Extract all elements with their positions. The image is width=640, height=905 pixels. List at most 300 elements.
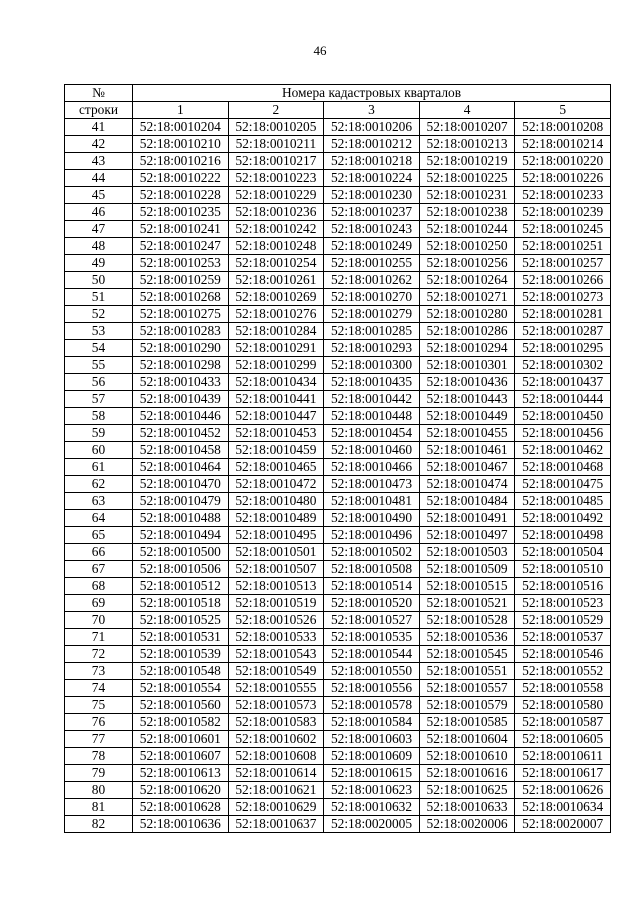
table-row — [65, 323, 611, 340]
cadastral-number-cell: 52:18:0010245 — [515, 221, 611, 238]
cadastral-number-cell: 52:18:0010231 — [419, 187, 515, 204]
cadastral-number-cell: 52:18:0010253 — [133, 255, 229, 272]
row-number: 53 — [65, 323, 133, 340]
row-number: 68 — [65, 578, 133, 595]
cadastral-number-cell: 52:18:0010537 — [515, 629, 611, 646]
cadastral-number-cell: 52:18:0010434 — [228, 374, 324, 391]
cadastral-number-cell: 52:18:0010607 — [133, 748, 229, 765]
cadastral-number-cell: 52:18:0010497 — [419, 527, 515, 544]
cadastral-number-cell: 52:18:0010498 — [515, 527, 611, 544]
header-no: № — [65, 85, 133, 102]
cadastral-number-cell: 52:18:0010578 — [324, 697, 420, 714]
column-number: 1 — [133, 102, 229, 119]
table-row — [65, 527, 611, 544]
cadastral-number-cell: 52:18:0010629 — [228, 799, 324, 816]
cadastral-number-cell: 52:18:0010620 — [133, 782, 229, 799]
row-number: 50 — [65, 272, 133, 289]
row-number: 69 — [65, 595, 133, 612]
cadastral-number-cell: 52:18:0010533 — [228, 629, 324, 646]
cadastral-number-cell: 52:18:0010266 — [515, 272, 611, 289]
row-number: 63 — [65, 493, 133, 510]
table-row — [65, 425, 611, 442]
cadastral-number-cell: 52:18:0010492 — [515, 510, 611, 527]
row-number: 79 — [65, 765, 133, 782]
page-number: 46 — [313, 43, 327, 58]
cadastral-number-cell: 52:18:0010233 — [515, 187, 611, 204]
cadastral-number-cell: 52:18:0010539 — [133, 646, 229, 663]
cadastral-number-cell: 52:18:0010301 — [419, 357, 515, 374]
row-number: 55 — [65, 357, 133, 374]
cadastral-number-cell: 52:18:0010213 — [419, 136, 515, 153]
cadastral-number-cell: 52:18:0010489 — [228, 510, 324, 527]
cadastral-number-cell: 52:18:0010523 — [515, 595, 611, 612]
cadastral-number-cell: 52:18:0010514 — [324, 578, 420, 595]
cadastral-number-cell: 52:18:0010529 — [515, 612, 611, 629]
table-row — [65, 340, 611, 357]
cadastral-number-cell: 52:18:0010241 — [133, 221, 229, 238]
cadastral-number-cell: 52:18:0010518 — [133, 595, 229, 612]
cadastral-number-cell: 52:18:0010259 — [133, 272, 229, 289]
cadastral-number-cell: 52:18:0010217 — [228, 153, 324, 170]
table-row — [65, 187, 611, 204]
row-number: 70 — [65, 612, 133, 629]
cadastral-number-cell: 52:18:0010467 — [419, 459, 515, 476]
cadastral-number-cell: 52:18:0010243 — [324, 221, 420, 238]
table-row — [65, 680, 611, 697]
cadastral-number-cell: 52:18:0010531 — [133, 629, 229, 646]
cadastral-number-cell: 52:18:0010634 — [515, 799, 611, 816]
row-number: 45 — [65, 187, 133, 204]
cadastral-number-cell: 52:18:0010473 — [324, 476, 420, 493]
table-row — [65, 391, 611, 408]
cadastral-number-cell: 52:18:0010544 — [324, 646, 420, 663]
cadastral-number-cell: 52:18:0010275 — [133, 306, 229, 323]
cadastral-number-cell: 52:18:0010623 — [324, 782, 420, 799]
cadastral-number-cell: 52:18:0010500 — [133, 544, 229, 561]
cadastral-number-cell: 52:18:0010206 — [324, 119, 420, 136]
cadastral-number-cell: 52:18:0010617 — [515, 765, 611, 782]
cadastral-number-cell: 52:18:0010626 — [515, 782, 611, 799]
row-number: 82 — [65, 816, 133, 833]
cadastral-number-cell: 52:18:0010516 — [515, 578, 611, 595]
cadastral-number-cell: 52:18:0010459 — [228, 442, 324, 459]
cadastral-number-cell: 52:18:0010237 — [324, 204, 420, 221]
row-number: 75 — [65, 697, 133, 714]
table-row — [65, 493, 611, 510]
cadastral-number-cell: 52:18:0010609 — [324, 748, 420, 765]
cadastral-number-cell: 52:18:0010286 — [419, 323, 515, 340]
cadastral-number-cell: 52:18:0010285 — [324, 323, 420, 340]
cadastral-number-cell: 52:18:0010528 — [419, 612, 515, 629]
cadastral-number-cell: 52:18:0010247 — [133, 238, 229, 255]
table-row — [65, 459, 611, 476]
cadastral-number-cell: 52:18:0010287 — [515, 323, 611, 340]
table-row — [65, 663, 611, 680]
table-row — [65, 629, 611, 646]
table-row — [65, 748, 611, 765]
cadastral-number-cell: 52:18:0010636 — [133, 816, 229, 833]
cadastral-number-cell: 52:18:0010280 — [419, 306, 515, 323]
cadastral-number-cell: 52:18:0010507 — [228, 561, 324, 578]
row-number: 54 — [65, 340, 133, 357]
cadastral-number-cell: 52:18:0010228 — [133, 187, 229, 204]
table-row — [65, 153, 611, 170]
cadastral-number-cell: 52:18:0010250 — [419, 238, 515, 255]
cadastral-number-cell: 52:18:0010632 — [324, 799, 420, 816]
cadastral-number-cell: 52:18:0010219 — [419, 153, 515, 170]
cadastral-number-cell: 52:18:0010257 — [515, 255, 611, 272]
cadastral-number-cell: 52:18:0010509 — [419, 561, 515, 578]
cadastral-number-cell: 52:18:0010555 — [228, 680, 324, 697]
cadastral-number-cell: 52:18:0010222 — [133, 170, 229, 187]
cadastral-number-cell: 52:18:0010543 — [228, 646, 324, 663]
cadastral-number-cell: 52:18:0010464 — [133, 459, 229, 476]
cadastral-number-cell: 52:18:0010608 — [228, 748, 324, 765]
header-group: Номера кадастровых кварталов — [133, 85, 611, 102]
cadastral-number-cell: 52:18:0010223 — [228, 170, 324, 187]
cadastral-number-cell: 52:18:0010224 — [324, 170, 420, 187]
table-row — [65, 578, 611, 595]
cadastral-number-cell: 52:18:0020006 — [419, 816, 515, 833]
cadastral-number-cell: 52:18:0010273 — [515, 289, 611, 306]
cadastral-number-cell: 52:18:0010293 — [324, 340, 420, 357]
cadastral-number-cell: 52:18:0010480 — [228, 493, 324, 510]
cadastral-number-cell: 52:18:0010519 — [228, 595, 324, 612]
cadastral-number-cell: 52:18:0010615 — [324, 765, 420, 782]
cadastral-number-cell: 52:18:0010450 — [515, 408, 611, 425]
cadastral-number-cell: 52:18:0010214 — [515, 136, 611, 153]
row-number: 73 — [65, 663, 133, 680]
cadastral-number-cell: 52:18:0010470 — [133, 476, 229, 493]
cadastral-number-cell: 52:18:0010637 — [228, 816, 324, 833]
cadastral-number-cell: 52:18:0020007 — [515, 816, 611, 833]
cadastral-number-cell: 52:18:0010550 — [324, 663, 420, 680]
cadastral-number-cell: 52:18:0010495 — [228, 527, 324, 544]
cadastral-number-cell: 52:18:0010249 — [324, 238, 420, 255]
cadastral-number-cell: 52:18:0010468 — [515, 459, 611, 476]
cadastral-number-cell: 52:18:0010611 — [515, 748, 611, 765]
cadastral-number-cell: 52:18:0010582 — [133, 714, 229, 731]
cadastral-number-cell: 52:18:0010552 — [515, 663, 611, 680]
row-number: 42 — [65, 136, 133, 153]
cadastral-number-cell: 52:18:0010560 — [133, 697, 229, 714]
cadastral-number-cell: 52:18:0010291 — [228, 340, 324, 357]
cadastral-number-cell: 52:18:0010281 — [515, 306, 611, 323]
cadastral-number-cell: 52:18:0010454 — [324, 425, 420, 442]
cadastral-number-cell: 52:18:0010255 — [324, 255, 420, 272]
cadastral-number-cell: 52:18:0010580 — [515, 697, 611, 714]
cadastral-number-cell: 52:18:0010573 — [228, 697, 324, 714]
cadastral-number-cell: 52:18:0010585 — [419, 714, 515, 731]
cadastral-number-cell: 52:18:0010270 — [324, 289, 420, 306]
cadastral-number-cell: 52:18:0010442 — [324, 391, 420, 408]
table-row — [65, 238, 611, 255]
row-number: 72 — [65, 646, 133, 663]
cadastral-number-cell: 52:18:0010207 — [419, 119, 515, 136]
cadastral-number-cell: 52:18:0010439 — [133, 391, 229, 408]
cadastral-number-cell: 52:18:0010633 — [419, 799, 515, 816]
cadastral-number-cell: 52:18:0010290 — [133, 340, 229, 357]
column-number: 2 — [228, 102, 324, 119]
cadastral-number-cell: 52:18:0010443 — [419, 391, 515, 408]
cadastral-number-cell: 52:18:0010279 — [324, 306, 420, 323]
row-number: 77 — [65, 731, 133, 748]
cadastral-number-cell: 52:18:0010460 — [324, 442, 420, 459]
cadastral-number-cell: 52:18:0010446 — [133, 408, 229, 425]
cadastral-number-cell: 52:18:0010520 — [324, 595, 420, 612]
cadastral-number-cell: 52:18:0010512 — [133, 578, 229, 595]
cadastral-number-cell: 52:18:0010602 — [228, 731, 324, 748]
cadastral-number-cell: 52:18:0010587 — [515, 714, 611, 731]
header-row-label: строки — [65, 102, 133, 119]
cadastral-number-cell: 52:18:0010269 — [228, 289, 324, 306]
cadastral-number-cell: 52:18:0010496 — [324, 527, 420, 544]
row-number: 47 — [65, 221, 133, 238]
cadastral-number-cell: 52:18:0010605 — [515, 731, 611, 748]
cadastral-number-cell: 52:18:0010226 — [515, 170, 611, 187]
cadastral-number-cell: 52:18:0010603 — [324, 731, 420, 748]
table-row — [65, 289, 611, 306]
cadastral-number-cell: 52:18:0010494 — [133, 527, 229, 544]
row-number: 46 — [65, 204, 133, 221]
table-row — [65, 765, 611, 782]
cadastral-number-cell: 52:18:0010204 — [133, 119, 229, 136]
cadastral-number-cell: 52:18:0010549 — [228, 663, 324, 680]
row-number: 65 — [65, 527, 133, 544]
row-number: 74 — [65, 680, 133, 697]
table-row — [65, 816, 611, 833]
cadastral-number-cell: 52:18:0010436 — [419, 374, 515, 391]
row-number: 52 — [65, 306, 133, 323]
cadastral-number-cell: 52:18:0010295 — [515, 340, 611, 357]
row-number: 62 — [65, 476, 133, 493]
cadastral-number-cell: 52:18:0010455 — [419, 425, 515, 442]
cadastral-number-cell: 52:18:0010452 — [133, 425, 229, 442]
cadastral-number-cell: 52:18:0010444 — [515, 391, 611, 408]
row-number: 67 — [65, 561, 133, 578]
table-row — [65, 476, 611, 493]
cadastral-quarters-table — [64, 84, 611, 833]
cadastral-number-cell: 52:18:0010211 — [228, 136, 324, 153]
cadastral-number-cell: 52:18:0010466 — [324, 459, 420, 476]
table-row — [65, 782, 611, 799]
table-row — [65, 697, 611, 714]
table-row — [65, 119, 611, 136]
cadastral-number-cell: 52:18:0010521 — [419, 595, 515, 612]
cadastral-number-cell: 52:18:0010628 — [133, 799, 229, 816]
row-number: 64 — [65, 510, 133, 527]
cadastral-number-cell: 52:18:0010475 — [515, 476, 611, 493]
cadastral-number-cell: 52:18:0010621 — [228, 782, 324, 799]
cadastral-number-cell: 52:18:0010212 — [324, 136, 420, 153]
table-row — [65, 799, 611, 816]
row-number: 78 — [65, 748, 133, 765]
row-number: 49 — [65, 255, 133, 272]
cadastral-number-cell: 52:18:0010242 — [228, 221, 324, 238]
cadastral-number-cell: 52:18:0010456 — [515, 425, 611, 442]
cadastral-number-cell: 52:18:0010248 — [228, 238, 324, 255]
cadastral-number-cell: 52:18:0010474 — [419, 476, 515, 493]
cadastral-number-cell: 52:18:0010526 — [228, 612, 324, 629]
cadastral-number-cell: 52:18:0010490 — [324, 510, 420, 527]
cadastral-number-cell: 52:18:0020005 — [324, 816, 420, 833]
cadastral-number-cell: 52:18:0010300 — [324, 357, 420, 374]
cadastral-number-cell: 52:18:0010447 — [228, 408, 324, 425]
column-number: 5 — [515, 102, 611, 119]
table-row — [65, 595, 611, 612]
table-header — [65, 85, 611, 119]
cadastral-number-cell: 52:18:0010551 — [419, 663, 515, 680]
table-row — [65, 136, 611, 153]
cadastral-number-cell: 52:18:0010225 — [419, 170, 515, 187]
table-row — [65, 170, 611, 187]
cadastral-number-cell: 52:18:0010484 — [419, 493, 515, 510]
cadastral-number-cell: 52:18:0010472 — [228, 476, 324, 493]
cadastral-number-cell: 52:18:0010264 — [419, 272, 515, 289]
cadastral-number-cell: 52:18:0010515 — [419, 578, 515, 595]
cadastral-number-cell: 52:18:0010441 — [228, 391, 324, 408]
cadastral-number-cell: 52:18:0010485 — [515, 493, 611, 510]
row-number: 71 — [65, 629, 133, 646]
cadastral-number-cell: 52:18:0010449 — [419, 408, 515, 425]
table-body — [65, 119, 611, 833]
cadastral-number-cell: 52:18:0010504 — [515, 544, 611, 561]
cadastral-number-cell: 52:18:0010299 — [228, 357, 324, 374]
table-row — [65, 612, 611, 629]
cadastral-number-cell: 52:18:0010584 — [324, 714, 420, 731]
cadastral-number-cell: 52:18:0010220 — [515, 153, 611, 170]
table-row — [65, 204, 611, 221]
cadastral-number-cell: 52:18:0010535 — [324, 629, 420, 646]
cadastral-number-cell: 52:18:0010491 — [419, 510, 515, 527]
cadastral-number-cell: 52:18:0010616 — [419, 765, 515, 782]
cadastral-number-cell: 52:18:0010614 — [228, 765, 324, 782]
cadastral-number-cell: 52:18:0010448 — [324, 408, 420, 425]
cadastral-number-cell: 52:18:0010239 — [515, 204, 611, 221]
cadastral-number-cell: 52:18:0010283 — [133, 323, 229, 340]
row-number: 81 — [65, 799, 133, 816]
cadastral-number-cell: 52:18:0010262 — [324, 272, 420, 289]
cadastral-number-cell: 52:18:0010525 — [133, 612, 229, 629]
cadastral-number-cell: 52:18:0010506 — [133, 561, 229, 578]
cadastral-number-cell: 52:18:0010558 — [515, 680, 611, 697]
cadastral-number-cell: 52:18:0010284 — [228, 323, 324, 340]
cadastral-number-cell: 52:18:0010256 — [419, 255, 515, 272]
cadastral-number-cell: 52:18:0010502 — [324, 544, 420, 561]
cadastral-number-cell: 52:18:0010604 — [419, 731, 515, 748]
cadastral-number-cell: 52:18:0010453 — [228, 425, 324, 442]
cadastral-number-cell: 52:18:0010437 — [515, 374, 611, 391]
cadastral-number-cell: 52:18:0010554 — [133, 680, 229, 697]
cadastral-number-cell: 52:18:0010545 — [419, 646, 515, 663]
table-row — [65, 306, 611, 323]
row-number: 60 — [65, 442, 133, 459]
cadastral-number-cell: 52:18:0010508 — [324, 561, 420, 578]
table-row — [65, 544, 611, 561]
cadastral-number-cell: 52:18:0010433 — [133, 374, 229, 391]
cadastral-number-cell: 52:18:0010536 — [419, 629, 515, 646]
cadastral-number-cell: 52:18:0010503 — [419, 544, 515, 561]
table-row — [65, 510, 611, 527]
cadastral-number-cell: 52:18:0010235 — [133, 204, 229, 221]
cadastral-number-cell: 52:18:0010298 — [133, 357, 229, 374]
cadastral-number-cell: 52:18:0010513 — [228, 578, 324, 595]
cadastral-number-cell: 52:18:0010276 — [228, 306, 324, 323]
row-number: 61 — [65, 459, 133, 476]
cadastral-number-cell: 52:18:0010546 — [515, 646, 611, 663]
cadastral-number-cell: 52:18:0010210 — [133, 136, 229, 153]
cadastral-number-cell: 52:18:0010481 — [324, 493, 420, 510]
cadastral-number-cell: 52:18:0010488 — [133, 510, 229, 527]
table-row — [65, 646, 611, 663]
row-number: 57 — [65, 391, 133, 408]
cadastral-number-cell: 52:18:0010458 — [133, 442, 229, 459]
cadastral-number-cell: 52:18:0010261 — [228, 272, 324, 289]
cadastral-number-cell: 52:18:0010625 — [419, 782, 515, 799]
cadastral-number-cell: 52:18:0010583 — [228, 714, 324, 731]
table-row — [65, 561, 611, 578]
cadastral-number-cell: 52:18:0010216 — [133, 153, 229, 170]
row-number: 44 — [65, 170, 133, 187]
table-row — [65, 442, 611, 459]
column-number: 3 — [324, 102, 420, 119]
cadastral-number-cell: 52:18:0010244 — [419, 221, 515, 238]
table-row — [65, 731, 611, 748]
row-number: 48 — [65, 238, 133, 255]
cadastral-number-cell: 52:18:0010435 — [324, 374, 420, 391]
cadastral-number-cell: 52:18:0010461 — [419, 442, 515, 459]
cadastral-number-cell: 52:18:0010294 — [419, 340, 515, 357]
row-number: 59 — [65, 425, 133, 442]
cadastral-number-cell: 52:18:0010465 — [228, 459, 324, 476]
cadastral-number-cell: 52:18:0010236 — [228, 204, 324, 221]
cadastral-number-cell: 52:18:0010510 — [515, 561, 611, 578]
cadastral-number-cell: 52:18:0010556 — [324, 680, 420, 697]
row-number: 43 — [65, 153, 133, 170]
table-row — [65, 255, 611, 272]
row-number: 80 — [65, 782, 133, 799]
cadastral-number-cell: 52:18:0010238 — [419, 204, 515, 221]
cadastral-number-cell: 52:18:0010254 — [228, 255, 324, 272]
cadastral-number-cell: 52:18:0010462 — [515, 442, 611, 459]
cadastral-number-cell: 52:18:0010271 — [419, 289, 515, 306]
table-row — [65, 714, 611, 731]
row-number: 41 — [65, 119, 133, 136]
cadastral-number-cell: 52:18:0010268 — [133, 289, 229, 306]
table-row — [65, 272, 611, 289]
cadastral-number-cell: 52:18:0010205 — [228, 119, 324, 136]
table-row — [65, 221, 611, 238]
cadastral-number-cell: 52:18:0010601 — [133, 731, 229, 748]
cadastral-number-cell: 52:18:0010579 — [419, 697, 515, 714]
cadastral-number-cell: 52:18:0010613 — [133, 765, 229, 782]
table-row — [65, 374, 611, 391]
cadastral-number-cell: 52:18:0010527 — [324, 612, 420, 629]
cadastral-number-cell: 52:18:0010557 — [419, 680, 515, 697]
cadastral-number-cell: 52:18:0010610 — [419, 748, 515, 765]
cadastral-number-cell: 52:18:0010229 — [228, 187, 324, 204]
cadastral-number-cell: 52:18:0010479 — [133, 493, 229, 510]
row-number: 51 — [65, 289, 133, 306]
cadastral-number-cell: 52:18:0010230 — [324, 187, 420, 204]
cadastral-number-cell: 52:18:0010251 — [515, 238, 611, 255]
row-number: 66 — [65, 544, 133, 561]
row-number: 58 — [65, 408, 133, 425]
column-number: 4 — [419, 102, 515, 119]
table-row — [65, 408, 611, 425]
row-number: 76 — [65, 714, 133, 731]
row-number: 56 — [65, 374, 133, 391]
